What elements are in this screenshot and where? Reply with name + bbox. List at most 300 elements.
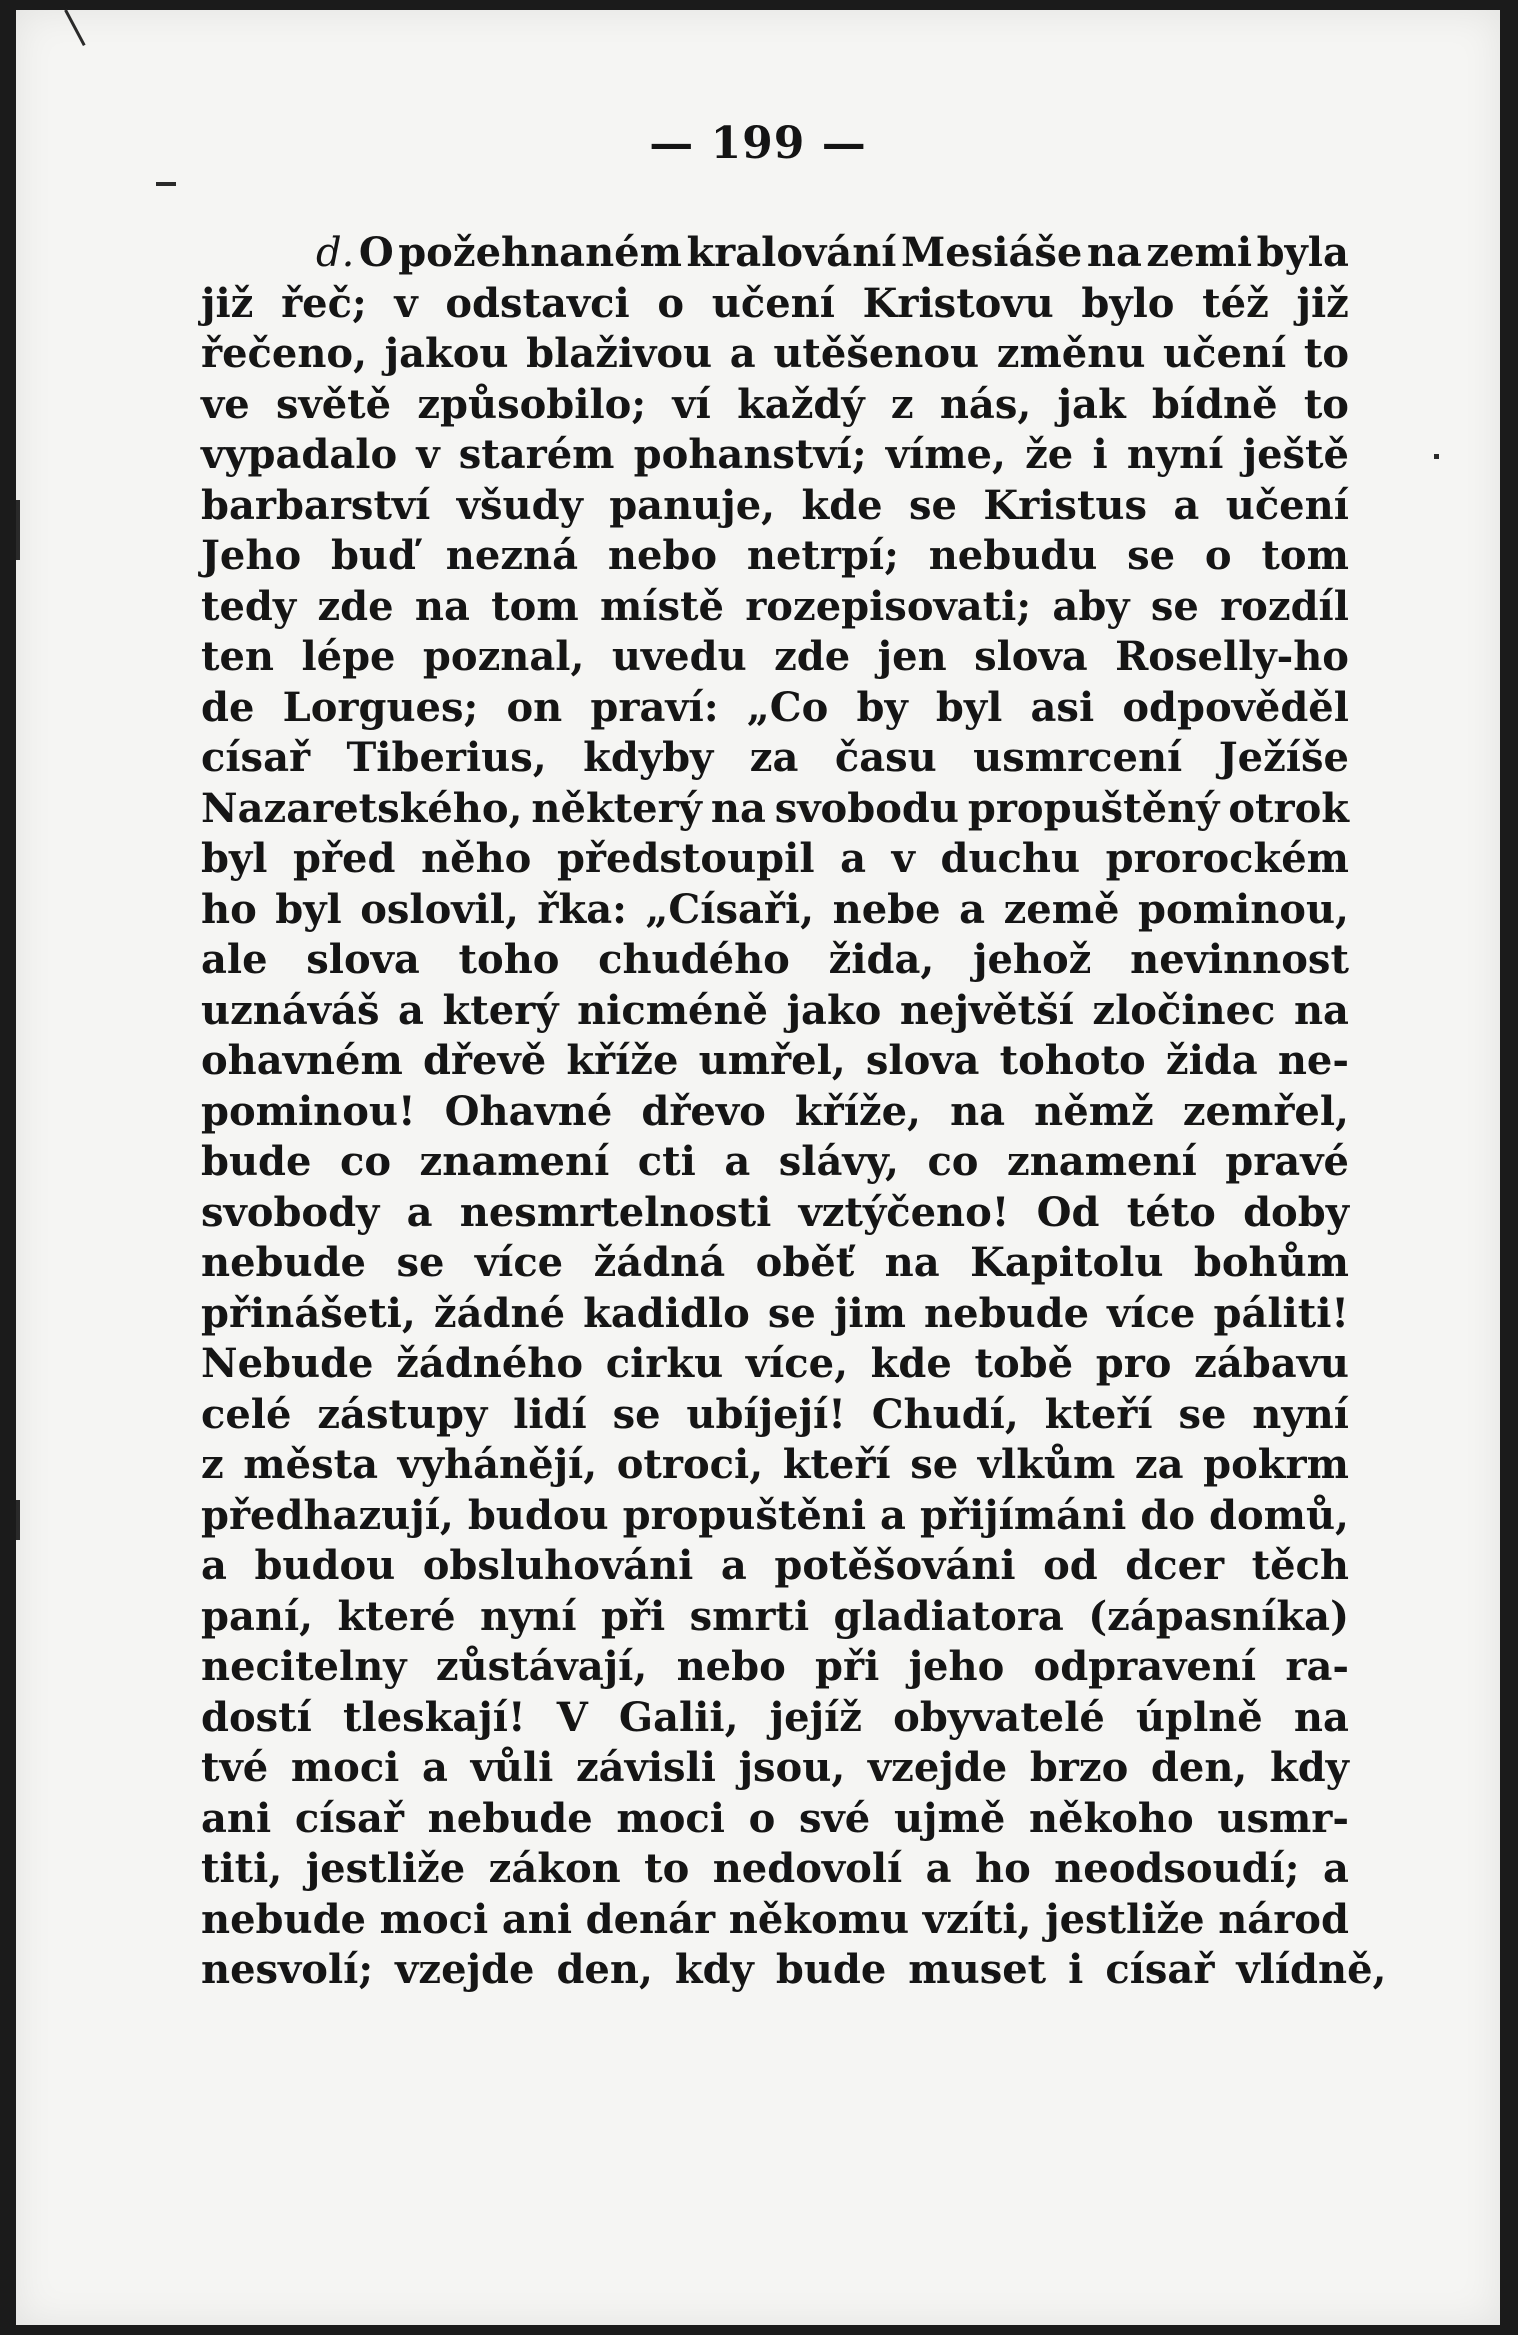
word: cirku	[605, 1340, 724, 1387]
word: žida	[1165, 1037, 1258, 1084]
text-line	[201, 1693, 1349, 1744]
word: Kristovu	[862, 279, 1054, 327]
word: císař	[294, 1794, 404, 1842]
word: jen	[877, 633, 947, 680]
word: ani	[501, 1895, 573, 1943]
word: na	[1293, 1693, 1349, 1741]
word: barbarství	[201, 481, 431, 529]
word: se	[396, 1239, 445, 1286]
word: otrok	[1228, 784, 1349, 832]
word: vzíti,	[922, 1895, 1032, 1943]
word: vůli	[470, 1744, 554, 1791]
word: i	[1092, 431, 1108, 478]
word: Ohavné	[444, 1087, 613, 1135]
word: i	[1068, 1946, 1084, 1993]
text-line	[201, 1188, 1349, 1239]
word: Roselly-ho	[1115, 633, 1349, 680]
word: pokrm	[1203, 1441, 1349, 1488]
word: již	[1296, 279, 1349, 327]
word: nedovolí	[712, 1845, 903, 1892]
text-line	[201, 1794, 1349, 1845]
word: moci	[616, 1794, 725, 1842]
word: při	[815, 1643, 880, 1690]
word: nyní	[1252, 1390, 1349, 1438]
text-line	[201, 1491, 1349, 1542]
word: buď	[330, 532, 416, 579]
word: zemi	[1146, 229, 1253, 276]
word: utěšenou	[773, 330, 980, 377]
word: muset	[908, 1946, 1047, 1993]
word: císař	[201, 734, 311, 781]
word: tom	[491, 582, 579, 630]
word: odpravení	[1033, 1643, 1257, 1690]
word: o	[657, 279, 685, 327]
word: se	[910, 1441, 959, 1488]
word: města	[243, 1441, 378, 1488]
text-line	[201, 1895, 1349, 1946]
word: nebude	[201, 1895, 366, 1943]
word: usmrcení	[973, 734, 1183, 781]
word: někomu	[728, 1895, 910, 1943]
word: způsobilo;	[417, 380, 647, 428]
word: de	[201, 683, 255, 731]
word: ale	[201, 936, 268, 983]
word: „Císaři,	[645, 885, 815, 933]
word: rozdíl	[1220, 582, 1349, 630]
word: před	[293, 835, 396, 882]
word: starém	[458, 431, 615, 478]
word: jestliže	[1045, 1895, 1205, 1943]
word: v	[394, 279, 418, 327]
text-line	[201, 1137, 1349, 1188]
word: bude	[201, 1138, 312, 1185]
word: nesvolí;	[201, 1946, 374, 1993]
word: ho	[201, 885, 257, 933]
word: a	[840, 835, 867, 882]
word: smrti	[689, 1592, 810, 1640]
word: gladiatora	[833, 1592, 1064, 1640]
text-line	[201, 1945, 1387, 1996]
text-line	[201, 1541, 1349, 1592]
word: netrpí;	[746, 532, 899, 579]
word: které	[337, 1592, 456, 1640]
word: titi,	[201, 1845, 283, 1892]
word: dřevo	[641, 1087, 766, 1135]
word: nyní	[1126, 431, 1224, 478]
word: a	[724, 1138, 751, 1185]
text-line	[201, 279, 1349, 330]
word: byl	[275, 885, 342, 933]
word: odstavci	[445, 279, 630, 327]
word: se	[767, 1289, 816, 1337]
word: Kapitolu	[970, 1239, 1164, 1286]
word: panuje,	[609, 481, 776, 529]
word: a	[1173, 481, 1200, 529]
word: na	[414, 582, 470, 630]
word: denár	[585, 1895, 716, 1943]
word: tedy	[201, 582, 297, 630]
text-line	[201, 1238, 1349, 1289]
word: znamení	[419, 1138, 610, 1185]
word: by	[856, 683, 908, 731]
word: ne-	[1277, 1037, 1349, 1084]
word: národ	[1218, 1895, 1349, 1943]
word: řka:	[537, 885, 627, 933]
text-line	[201, 1390, 1349, 1441]
word: bylo	[1081, 279, 1175, 327]
word: aby	[1052, 582, 1130, 630]
word: že	[1025, 431, 1074, 478]
word: od	[1043, 1542, 1098, 1589]
word: této	[1126, 1188, 1216, 1236]
word: Jeho	[201, 532, 302, 579]
word: a	[959, 885, 986, 933]
word: byl	[935, 683, 1003, 731]
word: chudého	[598, 936, 790, 983]
word: učení	[711, 279, 835, 327]
word: jestliže	[305, 1845, 466, 1892]
word: Mesiáše	[901, 229, 1083, 276]
word: slova	[865, 1037, 980, 1084]
word: bídně	[1151, 380, 1278, 428]
word: propuštěný	[967, 784, 1220, 832]
word: o	[1204, 532, 1232, 579]
word: celé	[201, 1390, 292, 1438]
page-number: — 199 —	[649, 118, 867, 169]
word: zákon	[488, 1845, 621, 1892]
word: tobě	[974, 1340, 1074, 1387]
word: více	[1107, 1289, 1196, 1337]
word: na	[1293, 986, 1349, 1034]
word: a	[406, 1188, 433, 1236]
word: přinášeti,	[201, 1289, 416, 1337]
word: úplně	[1135, 1693, 1263, 1741]
word: tleskají!	[343, 1693, 526, 1741]
word: nebo	[607, 532, 718, 579]
text-line	[201, 986, 1349, 1037]
word: dcer	[1125, 1542, 1225, 1589]
scan-mark-left-dash	[156, 182, 176, 186]
word: kadidlo	[583, 1289, 750, 1337]
word: moci	[290, 1744, 400, 1791]
word: tom	[1261, 532, 1349, 579]
word: znamení	[1007, 1138, 1197, 1185]
word: Chudí,	[871, 1390, 1019, 1438]
word: kříže	[566, 1037, 679, 1084]
word: slova	[974, 633, 1088, 680]
word: co	[339, 1138, 392, 1185]
text-line	[201, 632, 1349, 683]
section-marker: d.	[316, 230, 355, 276]
word: žida,	[828, 936, 935, 983]
word: se	[1127, 532, 1176, 579]
word: propuštěni	[622, 1491, 867, 1539]
word: jsou,	[738, 1744, 846, 1791]
word: a	[925, 1845, 952, 1892]
word: každý	[737, 380, 865, 428]
word: změnu	[996, 330, 1146, 377]
scan-mark-left-edge	[16, 500, 20, 560]
word: blaživou	[526, 330, 713, 377]
word: ohavném	[201, 1037, 403, 1084]
text-line	[201, 430, 1349, 481]
word: ubíjejí!	[686, 1390, 846, 1438]
word: času	[834, 734, 937, 781]
word: těch	[1251, 1542, 1349, 1589]
word: a	[422, 1744, 448, 1791]
word: den,	[1150, 1744, 1248, 1791]
word: nebe	[832, 885, 941, 933]
word: duchu	[940, 835, 1081, 882]
word: Nebude	[201, 1340, 374, 1387]
word: nevinnost	[1130, 936, 1349, 983]
word: jak	[1057, 380, 1126, 428]
word: necitelny	[201, 1643, 407, 1690]
word: země	[1003, 885, 1120, 933]
word: všudy	[456, 481, 583, 529]
word: kdy	[674, 1946, 754, 1993]
text-line	[201, 683, 1349, 734]
word: přijímáni	[919, 1491, 1127, 1539]
word: kteří	[1044, 1390, 1153, 1438]
text-line	[201, 380, 1349, 431]
word: někoho	[1028, 1794, 1194, 1842]
word: ujmě	[893, 1794, 1006, 1842]
text-line	[201, 228, 1349, 279]
word: při	[600, 1592, 666, 1640]
word: z	[201, 1441, 224, 1488]
word: jehož	[973, 936, 1092, 983]
word: pominou!	[201, 1087, 416, 1135]
word: zde	[774, 633, 851, 680]
word: žádné	[433, 1289, 566, 1337]
word: Nazaretského,	[201, 784, 523, 832]
word: domů,	[1208, 1491, 1349, 1539]
word: kralování	[686, 229, 897, 276]
word: byla	[1256, 229, 1349, 276]
word: se	[612, 1390, 661, 1438]
word: vlídně,	[1236, 1946, 1387, 1993]
word: potěšováni	[774, 1542, 1016, 1589]
text-line	[201, 784, 1349, 835]
word: a	[729, 330, 756, 377]
word: tohoto	[999, 1037, 1146, 1084]
text-line	[201, 1642, 1349, 1693]
word: tvé	[201, 1744, 269, 1791]
word: se	[909, 481, 957, 529]
word: kdyby	[583, 734, 714, 781]
word: nás,	[939, 380, 1032, 428]
word: předstoupil	[556, 835, 815, 882]
scanned-page	[16, 10, 1500, 2325]
word: vzejde	[867, 1744, 1008, 1791]
word: Galii,	[618, 1693, 739, 1741]
text-line	[201, 582, 1349, 633]
word: pominou,	[1138, 885, 1349, 933]
word: pohanství;	[633, 431, 867, 478]
word: a	[880, 1491, 906, 1539]
word: a	[720, 1542, 747, 1589]
word: Ježíše	[1218, 734, 1349, 781]
word: více,	[745, 1340, 848, 1387]
word: pravé	[1225, 1138, 1349, 1185]
word: a	[398, 986, 424, 1034]
text-line	[201, 834, 1349, 885]
word: paní,	[201, 1592, 314, 1640]
word: uvedu	[611, 633, 747, 680]
word: zde	[317, 582, 394, 630]
word: a	[1322, 1845, 1349, 1892]
word: žádného	[396, 1340, 584, 1387]
word: neodsoudí;	[1054, 1845, 1300, 1892]
word: O	[358, 229, 394, 276]
word: své	[799, 1794, 871, 1842]
word: jim	[833, 1289, 906, 1337]
text-line	[201, 1339, 1349, 1390]
word: požehnaném	[398, 229, 682, 276]
word: svobodu	[774, 784, 959, 832]
word: obsluhováni	[422, 1542, 694, 1589]
word: brzo	[1029, 1744, 1129, 1791]
word: němž	[1034, 1087, 1154, 1135]
word: umřel,	[698, 1037, 846, 1084]
word: na	[710, 784, 766, 832]
scan-mark-left-edge-lower	[16, 1500, 20, 1540]
word: kteří	[782, 1441, 891, 1488]
word: to	[1303, 330, 1349, 377]
word: předhazují,	[201, 1491, 454, 1539]
word: co	[927, 1138, 979, 1185]
word: toho	[458, 936, 560, 983]
word: ho	[974, 1845, 1031, 1892]
word: vztýčeno!	[798, 1188, 1010, 1236]
word: Tiberius,	[346, 734, 547, 781]
text-line	[201, 1592, 1349, 1643]
word: kde	[870, 1340, 952, 1387]
word: ten	[201, 633, 275, 680]
word: více	[474, 1239, 564, 1286]
word: zemřel,	[1182, 1087, 1349, 1135]
word: na	[884, 1239, 940, 1286]
word: dostí	[201, 1693, 312, 1741]
word: zločinec	[1092, 986, 1276, 1034]
word: se	[1150, 582, 1199, 630]
text-line	[201, 935, 1349, 986]
word: víme,	[885, 431, 1006, 478]
word: to	[1303, 380, 1349, 428]
word: prorockém	[1105, 835, 1349, 882]
text-line	[201, 1440, 1349, 1491]
text-line	[201, 1844, 1349, 1895]
text-line	[201, 1289, 1349, 1340]
word: nebo	[676, 1643, 786, 1690]
word: o	[748, 1794, 776, 1842]
word: některý	[531, 784, 702, 832]
word: za	[749, 734, 799, 781]
word: slávy,	[778, 1138, 899, 1185]
word: nebude	[924, 1289, 1090, 1337]
word: nebudu	[928, 532, 1098, 579]
word: na	[1086, 229, 1142, 276]
word: bohům	[1193, 1239, 1349, 1286]
word: ve	[201, 380, 250, 428]
text-line	[201, 733, 1349, 784]
word: oslovil,	[360, 885, 519, 933]
text-line	[201, 531, 1349, 582]
word: páliti!	[1213, 1289, 1349, 1337]
word: místě	[599, 582, 724, 630]
word: na	[950, 1087, 1006, 1135]
word: ra-	[1285, 1643, 1349, 1690]
word: zábavu	[1194, 1340, 1349, 1387]
word: kde	[801, 481, 883, 529]
word: zástupy	[317, 1390, 488, 1438]
word: kdy	[1269, 1744, 1349, 1791]
word: císař	[1105, 1946, 1215, 1993]
word: který	[442, 986, 559, 1034]
word: „Co	[746, 683, 829, 731]
word: zůstávají,	[435, 1643, 648, 1690]
word: V	[556, 1693, 588, 1741]
word: již	[201, 279, 254, 327]
word: (zápasníka)	[1088, 1592, 1349, 1640]
word: v	[891, 835, 915, 882]
text-line	[201, 329, 1349, 380]
word: dřevě	[422, 1037, 547, 1084]
word: on	[506, 683, 563, 731]
text-line	[201, 481, 1349, 532]
word: otroci,	[616, 1441, 764, 1488]
word: největší	[899, 986, 1074, 1034]
word: za	[1134, 1441, 1184, 1488]
word: jako	[786, 986, 882, 1034]
word: nyní	[479, 1592, 577, 1640]
word: Od	[1036, 1188, 1100, 1236]
word: jejíž	[769, 1693, 862, 1741]
word: bude	[775, 1946, 887, 1993]
word: kříže,	[794, 1087, 921, 1135]
text-line	[201, 885, 1349, 936]
word: jeho	[908, 1643, 1005, 1690]
word: nicméně	[577, 986, 768, 1034]
word: budou	[254, 1542, 396, 1589]
word: vypadalo	[201, 431, 398, 478]
word: poznal,	[422, 633, 585, 680]
word: nezná	[445, 532, 579, 579]
word: vzejde	[395, 1946, 535, 1993]
word: budou	[467, 1491, 609, 1539]
word: řečeno,	[201, 330, 368, 377]
word: odpověděl	[1122, 683, 1349, 731]
word: světě	[275, 380, 392, 428]
word: řeč;	[281, 279, 367, 327]
text-line	[201, 1087, 1349, 1138]
word: do	[1140, 1491, 1195, 1539]
word: cti	[637, 1138, 696, 1185]
word: se	[1178, 1390, 1227, 1438]
word: z	[890, 380, 914, 428]
word: den,	[556, 1946, 653, 1993]
word: jakou	[384, 330, 509, 377]
word: vyhánějí,	[397, 1441, 598, 1488]
word: praví:	[590, 683, 719, 731]
word: Kristus	[983, 481, 1148, 529]
word: byl	[201, 835, 268, 882]
word: lidí	[513, 1390, 587, 1438]
word: též	[1202, 279, 1269, 327]
word: to	[644, 1845, 690, 1892]
word: usmr-	[1217, 1794, 1349, 1842]
